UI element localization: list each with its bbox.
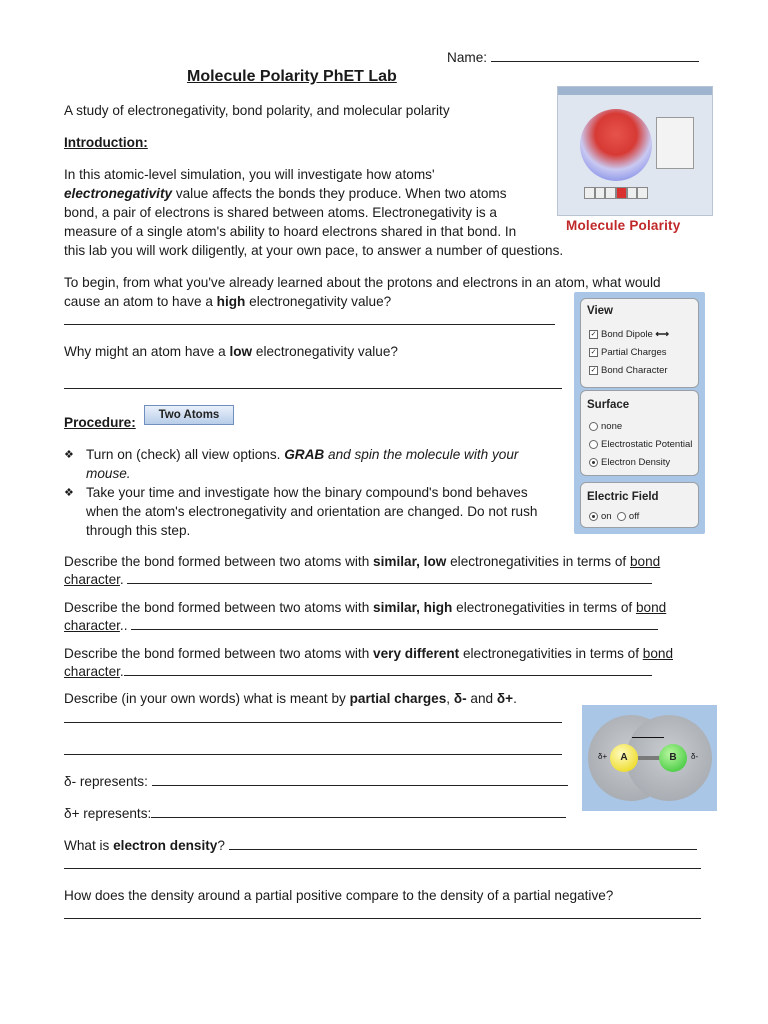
procedure-step-2-line-1: Take your time and investigate how the binary compound's bond behaves (86, 485, 528, 500)
simulation-screenshot (557, 86, 713, 216)
view-box (580, 298, 699, 388)
answer-line-different[interactable] (124, 661, 652, 676)
atom-b: B (659, 744, 687, 772)
describe-similar-high-line-2: character.. (64, 615, 658, 635)
sim-control-panel (656, 117, 694, 169)
intro-line-4: measure of a single atom's ability to hoard electrons shared in that bond. In (64, 224, 517, 239)
bond (638, 756, 660, 760)
intro-line-3: bond, a pair of electrons is shared between atoms. Electronegativity is a (64, 205, 497, 220)
procedure-step-2-line-2: when the atom's electronegativity and orientation are changed. Do not rush (86, 504, 538, 519)
procedure-step-1-line-1: Turn on (check) all view options. GRAB and spin the molecule with your (86, 447, 519, 462)
name-label: Name: (447, 50, 488, 65)
name-field[interactable] (447, 47, 699, 65)
describe-different-line-1: Describe the bond formed between two atoms with very different electronegativities in terms of bond (64, 646, 674, 661)
answer-line-similar-high[interactable] (131, 615, 658, 630)
procedure-heading: Procedure: (64, 415, 136, 430)
surface-box (580, 390, 699, 476)
surface-title: Surface (587, 399, 630, 411)
describe-different-line-2: character. (64, 661, 652, 681)
electronegativity-scale (584, 187, 648, 199)
subtitle: A study of electronegativity, bond polarity, and molecular polarity (64, 103, 450, 118)
electron-density-surface (580, 109, 652, 181)
molecule-image (582, 705, 717, 811)
dipole-arrow (632, 737, 664, 738)
partial-charges-checkbox: ✓ Partial Charges (590, 347, 667, 358)
view-title: View (587, 305, 613, 317)
procedure-step-1-line-2: mouse. (86, 466, 131, 481)
two-atoms-tab: Two Atoms (144, 405, 234, 425)
procedure-step-2-line-3: through this step. (86, 523, 191, 538)
answer-line-electron-density-2[interactable] (64, 868, 701, 869)
bond-character-checkbox: ✓ Bond Character (590, 365, 668, 376)
answer-line-partial-charges-2[interactable] (64, 754, 562, 755)
surface-electrostatic-radio: Electrostatic Potential (589, 439, 692, 450)
intro-heading: Introduction: (64, 135, 148, 150)
electron-density-question: What is electron density? (64, 835, 697, 855)
atom-a: A (610, 744, 638, 772)
answer-line-density-compare[interactable] (64, 918, 701, 919)
sim-titlebar (558, 87, 712, 95)
delta-plus-row: δ+ represents: (64, 803, 566, 823)
delta-minus-row: δ- represents: (64, 771, 568, 791)
partial-charges-question: Describe (in your own words) what is meant by partial charges, δ- and δ+. (64, 691, 517, 706)
answer-line-partial-charges-1[interactable] (64, 722, 562, 723)
density-compare-question: How does the density around a partial positive compare to the density of a partial negative? (64, 888, 614, 903)
bond-dipole-checkbox: ✓ Bond Dipole ⟷ (590, 329, 670, 340)
surface-none-radio: none (589, 421, 622, 432)
page-title: Molecule Polarity PhET Lab (187, 68, 397, 85)
describe-similar-high-line-1: Describe the bond formed between two atoms with similar, high electronegativities in terms of bond (64, 600, 667, 615)
intro-line-1: In this atomic-level simulation, you will investigate how atoms' (64, 167, 435, 182)
electric-field-title: Electric Field (587, 491, 659, 503)
answer-line-low-en[interactable] (64, 388, 562, 389)
answer-line-similar-low[interactable] (127, 569, 652, 584)
answer-line-delta-minus[interactable] (152, 771, 568, 786)
describe-similar-low-line-1: Describe the bond formed between two atoms with similar, low electronegativities in terms of bond (64, 554, 661, 569)
electric-field-box (580, 482, 699, 528)
describe-similar-low-line-2: character. (64, 569, 652, 589)
bullet-icon: ❖ (64, 487, 74, 499)
bullet-icon: ❖ (64, 449, 74, 461)
answer-line-electron-density[interactable] (229, 835, 697, 850)
question-high-en-line-1: To begin, from what you've already learned about the protons and electrons in an atom, what would (64, 275, 661, 290)
partial-charge-right: δ- (691, 752, 699, 761)
simulation-caption: Molecule Polarity (566, 218, 681, 233)
name-line[interactable] (491, 47, 699, 62)
answer-line-delta-plus[interactable] (151, 803, 566, 818)
question-high-en-line-2: cause an atom to have a high electronegativity value? (64, 294, 392, 309)
intro-line-5: this lab you will work diligently, at your own pace, to answer a number of questions. (64, 243, 564, 258)
electric-field-radios: on off (589, 511, 639, 522)
partial-charge-left: δ+ (598, 752, 608, 761)
intro-line-2: electronegativity value affects the bonds they produce. When two atoms (64, 186, 507, 201)
question-low-en: Why might an atom have a low electronegativity value? (64, 344, 398, 359)
view-controls-image (574, 292, 705, 534)
answer-line-high-en[interactable] (64, 324, 555, 325)
surface-electron-density-radio: Electron Density (589, 457, 670, 468)
